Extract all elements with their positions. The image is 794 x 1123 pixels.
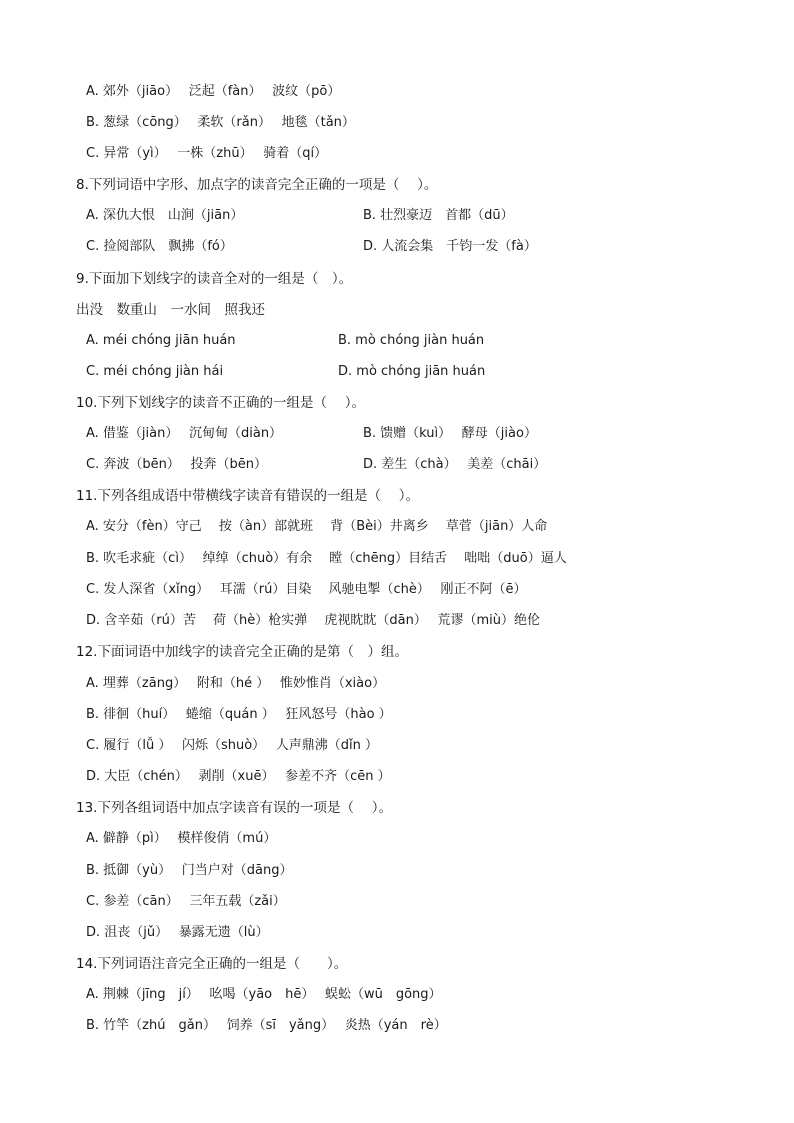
q8-option-b: B. 壮烈豪迈 首都（dū）	[363, 208, 514, 223]
q10-stem: 10.下列下划线字的读音不正确的一组是（ ）。	[76, 395, 366, 411]
q14-option-a: A. 荆棘（jīng jí） 吆喝（yāo hē） 蜈蚣（wū gōng）	[86, 987, 442, 1002]
q8-option-d: D. 人流会集 千钧一发（fà）	[363, 239, 537, 254]
q8-option-a: A. 深仇大恨 山涧（jiān）	[86, 208, 244, 223]
q7-option-c: C. 异常（yì） 一株（zhū） 骑着（qí）	[86, 146, 328, 161]
q11-option-c: C. 发人深省（xǐng） 耳濡（rú）目染 风驰电掣（chè） 刚正不阿（ē）	[86, 582, 527, 597]
q12-option-c: C. 履行（lǚ ） 闪烁（shuò） 人声鼎沸（dǐn ）	[86, 738, 379, 753]
q12-option-b: B. 徘徊（huí） 蜷缩（quán ） 狂风怒号（hào ）	[86, 707, 392, 722]
q13-option-c: C. 参差（cān） 三年五载（zǎi）	[86, 894, 286, 909]
q9-prompt: 出没 数重山 一水间 照我还	[76, 302, 265, 318]
q11-stem: 11.下列各组成语中带横线字读音有错误的一组是（ ）。	[76, 488, 420, 504]
q14-option-b: B. 竹竿（zhú gǎn） 饲养（sī yǎng） 炎热（yán rè）	[86, 1018, 447, 1033]
q11-option-a: A. 安分（fèn）守己 按（àn）部就班 背（Bèi）井离乡 草菅（jiān）人命	[86, 519, 548, 534]
q8-stem: 8.下列词语中字形、加点字的读音完全正确的一项是（ ）。	[76, 177, 438, 193]
q9-option-d: D. mò chóng jiān huán	[338, 364, 486, 379]
q13-option-a: A. 僻静（pì） 模样俊俏（mú）	[86, 831, 277, 846]
q10-option-a: A. 借鉴（jiàn） 沉甸甸（diàn）	[86, 426, 283, 441]
q13-option-d: D. 沮丧（jǔ） 暴露无遗（lù）	[86, 925, 269, 940]
q7-option-b: B. 葱绿（cōng） 柔软（rǎn） 地毯（tǎn）	[86, 115, 355, 130]
q11-option-b: B. 吹毛求疵（cì） 绰绰（chuò）有余 瞠（chēng）目结舌 咄咄（duō）逼人	[86, 551, 567, 566]
q12-option-a: A. 埋葬（zāng） 附和（hé ） 惟妙惟肖（xiào）	[86, 676, 386, 691]
q14-stem: 14.下列词语注音完全正确的一组是（ ）。	[76, 956, 348, 972]
q11-option-d: D. 含辛茹（rú）苦 荷（hè）枪实弹 虎视眈眈（dān） 荒谬（miù）绝伦	[86, 613, 540, 628]
q10-option-d: D. 差生（chà） 美差（chāi）	[363, 457, 547, 472]
q13-stem: 13.下列各组词语中加点字读音有误的一项是（ ）。	[76, 800, 393, 816]
q13-option-b: B. 抵御（yù） 门当户对（dāng）	[86, 863, 293, 878]
q12-stem: 12.下面词语中加线字的读音完全正确的是第（ ）组。	[76, 644, 408, 660]
q10-option-c: C. 奔波（bēn） 投奔（bēn）	[86, 457, 267, 472]
q9-option-a: A. méi chóng jiān huán	[86, 333, 236, 348]
q8-option-c: C. 捡阅部队 飘拂（fó）	[86, 239, 233, 254]
q9-option-b: B. mò chóng jiàn huán	[338, 333, 485, 348]
q9-stem: 9.下面加下划线字的读音全对的一组是（ ）。	[76, 271, 353, 287]
q10-option-b: B. 馈赠（kuì） 酵母（jiào）	[363, 426, 537, 441]
q12-option-d: D. 大臣（chén） 剥削（xuē） 参差不齐（cēn ）	[86, 769, 391, 784]
q7-option-a: A. 郊外（jiāo） 泛起（fàn） 波纹（pō）	[86, 84, 341, 99]
q9-option-c: C. méi chóng jiàn hái	[86, 364, 224, 379]
